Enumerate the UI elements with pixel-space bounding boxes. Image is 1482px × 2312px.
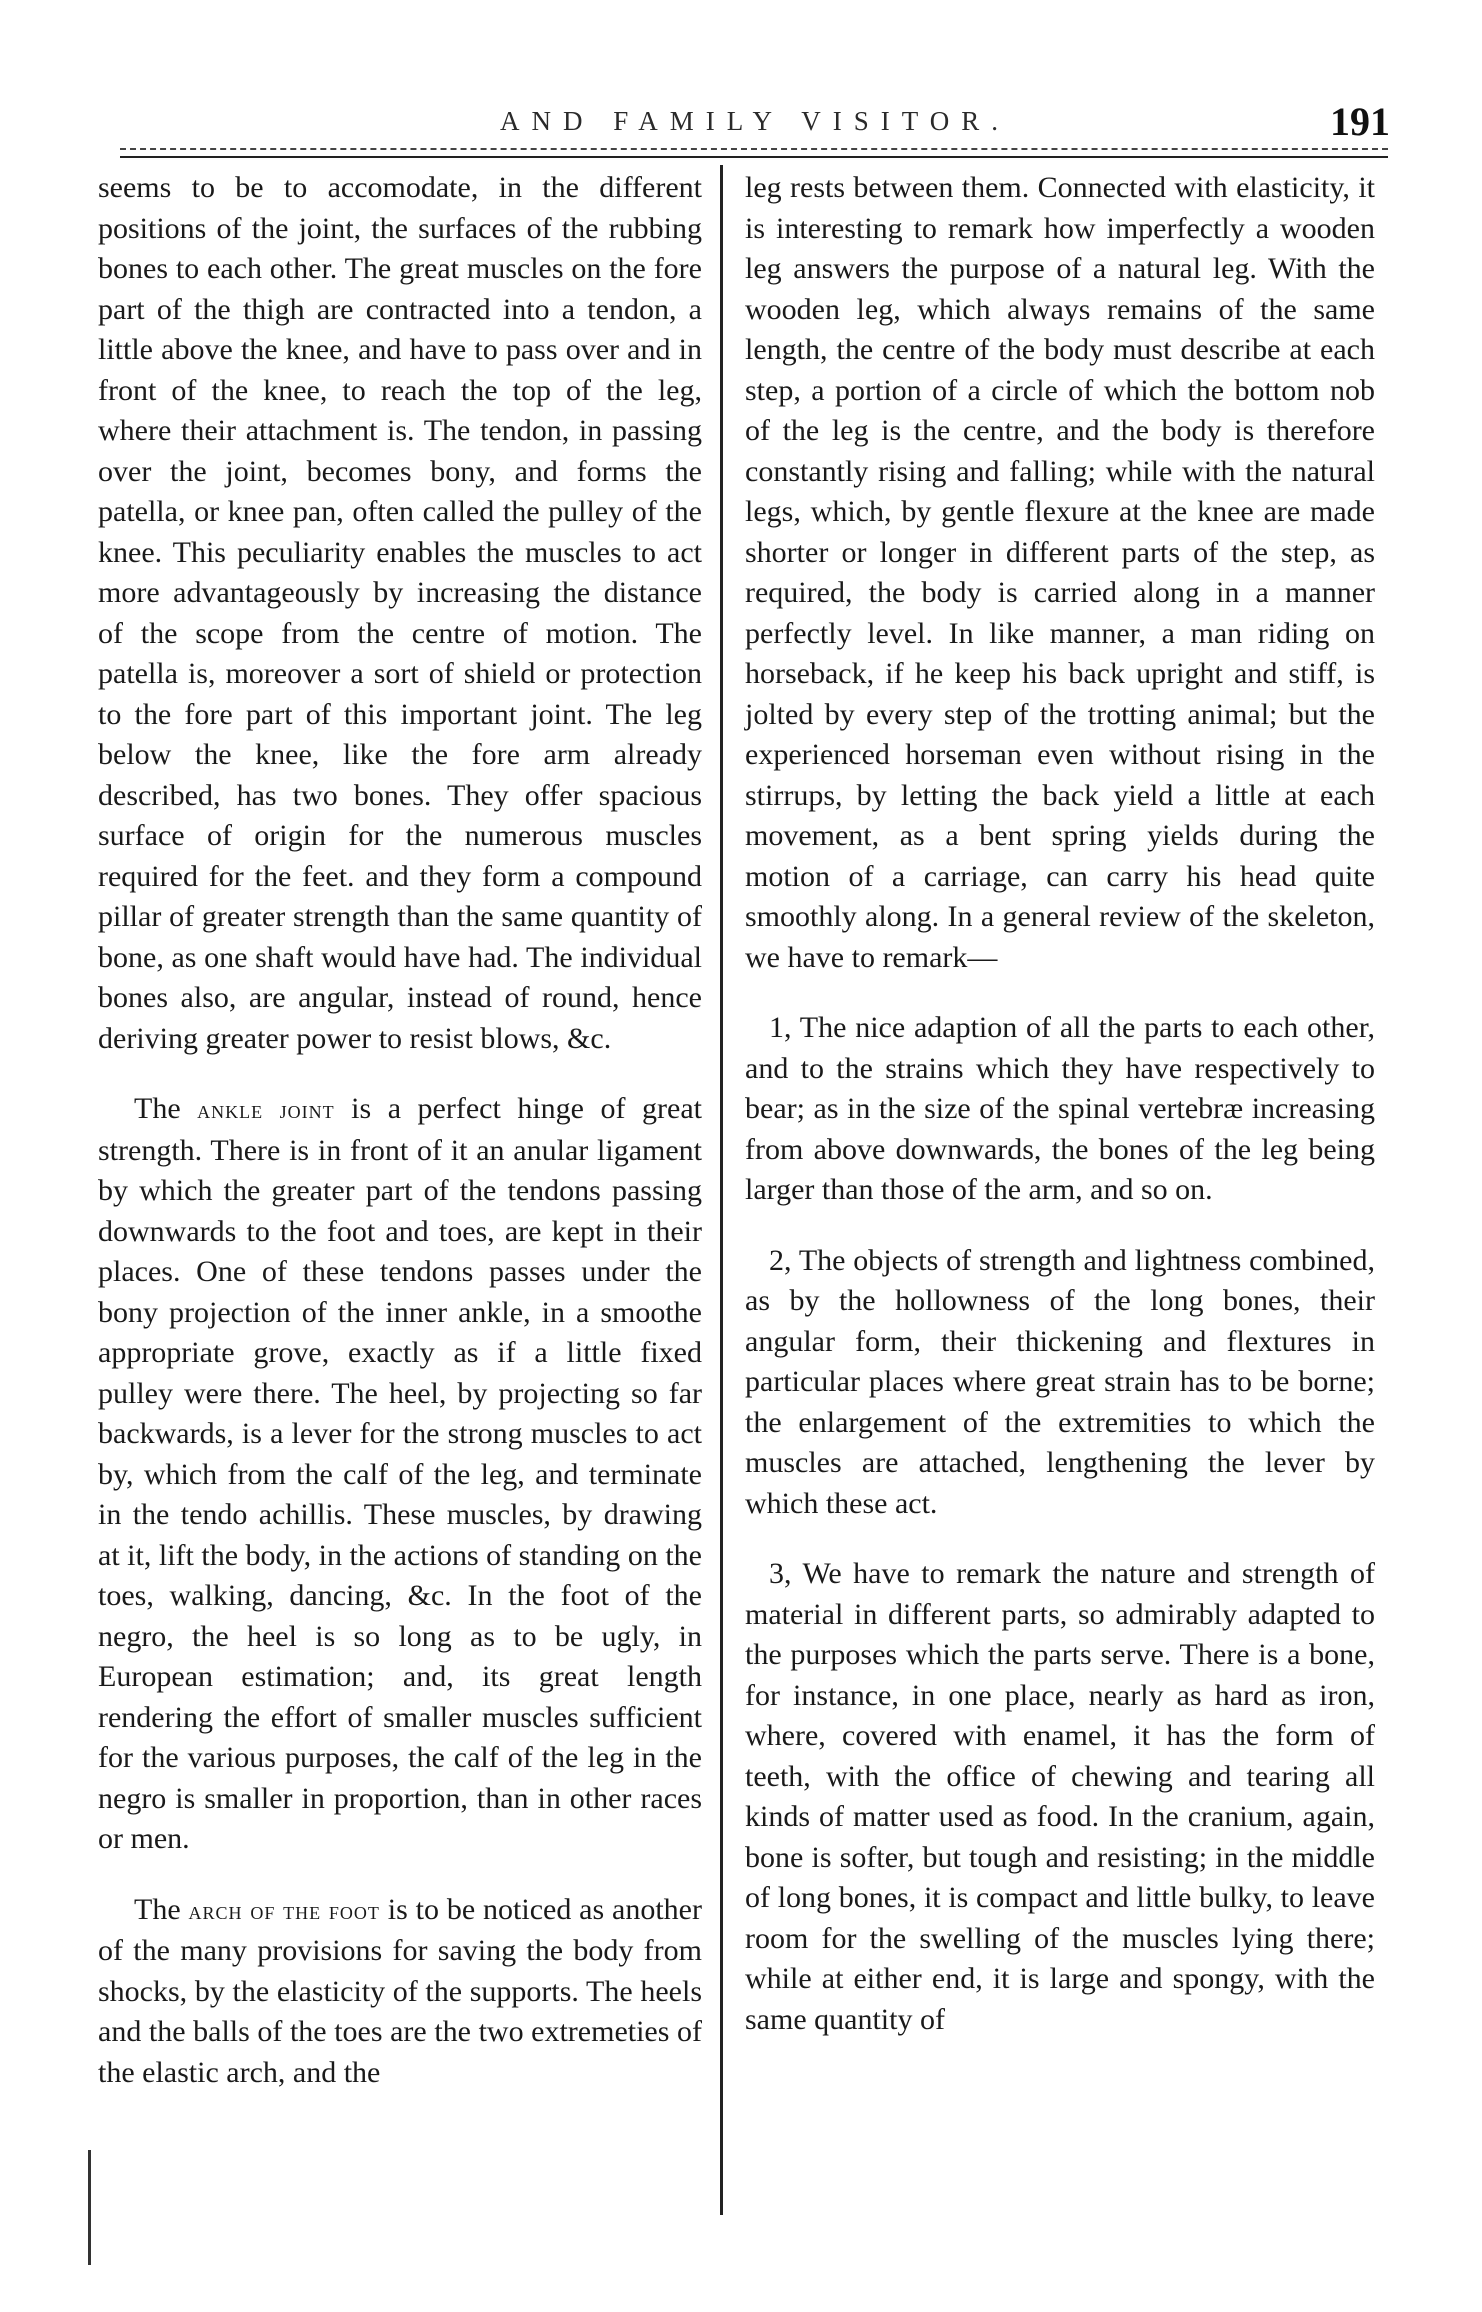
ankle-joint-heading: ankle joint bbox=[197, 1095, 335, 1124]
review-item-1: 1, The nice adaption of all the parts to each other, and to the strains which they have respectively to bear; as in the size of the spinal vertebræ increasing from above downwards, the bones of the leg being larger than those of the arm, and so on. bbox=[745, 1011, 1375, 1206]
paragraph-ankle-joint bbox=[98, 1089, 702, 1860]
arch-of-foot-heading: arch of the foot bbox=[188, 1895, 380, 1925]
right-column bbox=[745, 168, 1375, 2040]
ankle-body: is a perfect hinge of great strength. There is in front of it an anular ligament by which the greater part of the tendons passing downwards to the foot and toes, are kept in their places. One of these tendons passes under the bony projection of the inner ankle, in a smoothe appropriate grove, exactly as if a little fixed pulley were there. The heel, by projecting so far backwards, is a lever for the strong muscles to act by, which from the calf of the leg, and terminate in the tendo achillis. These muscles, by drawing at it, lift the body, in the actions of standing on the toes, walking, dancing, &c. In the foot of the negro, the heel is so long as to be ugly, in European estimation; and, its great length rendering the effort of smaller muscles sufficient for the various purposes, the calf of the leg in the negro is smaller in proportion, than in other races or men. bbox=[98, 1092, 702, 1855]
review-item-3: 3, We have to remark the nature and strength of material in different parts, so admirably adapted to the purposes which the parts serve. There is a bone, for instance, in one place, nearly as hard as iron, where, covered with enamel, it has the form of teeth, with the office of chewing and tearing all kinds of matter used as food. In the cranium, again, bone is softer, but tough and resisting; in the middle of long bones, it is compact and little bulky, to leave room for the swelling of the muscles lying there; while at either end, it is large and spongy, with the same quantity of bbox=[745, 1557, 1375, 2036]
review-item-2: 2, The objects of strength and lightness combined, as by the hollowness of the long bones, their angular form, their thickening and flextures in particular places where great strain has to be borne; the enlargement of the extremities to which the muscles are attached, lengthening the lever by which these act. bbox=[745, 1243, 1375, 1520]
arch-body: is to be noticed as another of the many provisions for saving the body from shocks, by the elasticity of the supports. The heels and the balls of the toes are the two extremeties of the elastic arch, and the bbox=[98, 1892, 702, 2089]
left-column bbox=[98, 168, 702, 2093]
running-head: AND FAMILY VISITOR. bbox=[499, 106, 1011, 136]
page-number: 191 bbox=[1330, 99, 1390, 144]
column-divider bbox=[720, 165, 723, 2215]
ankle-lead: The bbox=[134, 1092, 198, 1125]
margin-rule bbox=[88, 2150, 91, 2265]
header-rule-solid bbox=[120, 156, 1388, 158]
arch-lead: The bbox=[134, 1892, 189, 1926]
paragraph-knee: seems to be to accomodate, in the different positions of the joint, the surfaces of the rubbing bones to each other. The great muscles on the fore part of the thigh are contracted into a tendon, a little above the knee, and have to pass over and in front of the knee, to reach the top of the leg, where their attachment is. The tendon, in passing over the joint, becomes bony, and forms the patella, or knee pan, often called the pulley of the knee. This peculiarity enables the muscles to act more advantageously by increasing the distance of the scope from the centre of motion. The patella is, moreover a sort of shield or protection to the fore part of this important joint. The leg below the knee, like the fore arm already described, has two bones. They offer spacious surface of origin for the numerous muscles required for the feet. and they form a compound pillar of greater strength than the same quantity of bone, as one shaft would have had. The individual bones also, are angular, instead of round, hence deriving greater power to resist blows, &c. bbox=[98, 171, 702, 1055]
page-header bbox=[120, 98, 1390, 144]
header-rule-dashed bbox=[120, 148, 1388, 150]
paragraph-wooden-leg: leg rests between them. Connected with elasticity, it is interesting to remark how imperfectly a wooden leg answers the purpose of a natural leg. With the wooden leg, which always remains of the same length, the centre of the body must describe at each step, a portion of a circle of which the bottom nob of the leg is the centre, and the body is therefore constantly rising and falling; while with the natural legs, which, by gentle flexure at the knee are made shorter or longer in different parts of the step, as required, the body is carried along in a manner perfectly level. In like manner, a man riding on horseback, if he keep his back upright and stiff, is jolted by every step of the trotting animal; but the experienced horseman even without rising in the stirrups, by letting the back yield a little at each movement, as a bent spring yields during the motion of a carriage, can carry his head quite smoothly along. In a general review of the skeleton, we have to remark— bbox=[745, 171, 1375, 974]
paragraph-arch-of-foot bbox=[98, 1890, 702, 2094]
